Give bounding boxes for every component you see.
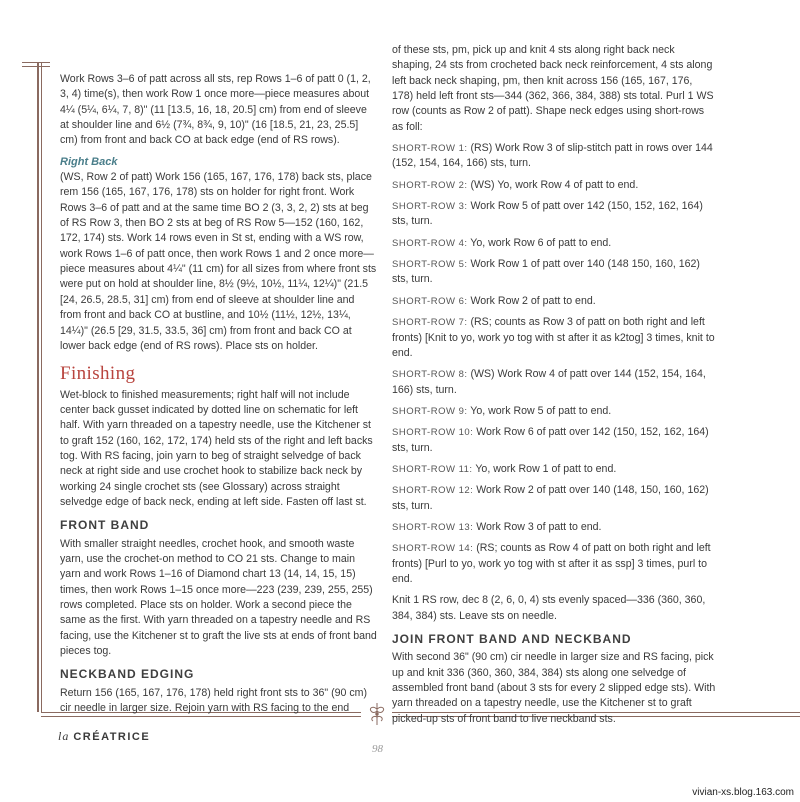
- short-row-text: Work Row 1 of patt over 140 (148 150, 160, 162) sts, turn.: [392, 258, 700, 286]
- short-row-label: SHORT-ROW 9:: [392, 405, 468, 417]
- short-row-item: [392, 141, 716, 172]
- brand-prefix: la: [58, 729, 70, 743]
- short-row-text: (WS) Yo, work Row 4 of patt to end.: [470, 178, 639, 191]
- right-back-paragraph: (WS, Row 2 of patt) Work 156 (165, 167, 176, 178) back sts, place rem 156 (165, 167, 176, 178) sts on holder for right front. Work Rows 3–6 of patt and at the same time BO 2 (3, 3, 2, 2) sts at beg of RS Row 3, then BO 2 sts at beg of RS Row 5—152 (160, 162, 172, 174) sts. Work 14 rows even in St st, ending with a WS row, work Rows 1–6 of patt once, then work Rows 1 and 2 once more—piece measures about 4¼" (11 cm) for all sizes from where front sts were put on hold at shoulder line, 8½ (9½, 10½, 11¼, 12¼)" (21.5 [24, 26.5, 28.5, 31] cm) from end of sleeve at shoulder line and from front and back CO at bustline, and 10½ (11½, 12½, 13¼, 14¼)" (26.5 [29, 31.5, 33.5, 36] cm) from front and back CO at lower back edge (end of RS rows). Place sts on holder.: [60, 171, 377, 352]
- after-short-rows-paragraph: Knit 1 RS row, dec 8 (2, 6, 0, 4) sts evenly spaced—336 (360, 360, 384, 384) sts. Leave sts on needle.: [392, 594, 706, 622]
- short-row-item: [392, 294, 716, 309]
- short-row-text: Yo, work Row 1 of patt to end.: [475, 462, 617, 475]
- short-row-item: [392, 199, 716, 230]
- short-row-text: (WS) Work Row 4 of patt over 144 (152, 154, 164, 166) sts, turn.: [392, 368, 706, 396]
- frame-line-left: [37, 62, 39, 712]
- short-row-text: Yo, work Row 6 of patt to end.: [470, 236, 612, 249]
- short-row-item: [392, 462, 716, 477]
- short-row-label: SHORT-ROW 4:: [392, 237, 468, 249]
- short-row-label: SHORT-ROW 5:: [392, 259, 468, 271]
- short-row-item: [392, 178, 716, 193]
- page-number: 98: [372, 743, 383, 755]
- short-row-label: SHORT-ROW 12:: [392, 485, 474, 497]
- neckband-edging-heading: NECKBAND EDGING: [60, 667, 195, 682]
- short-row-item: [392, 404, 716, 419]
- short-row-label: SHORT-ROW 11:: [392, 463, 473, 475]
- short-row-item: [392, 541, 716, 587]
- right-column: [392, 43, 716, 733]
- short-row-text: Work Row 6 of patt over 142 (150, 152, 162, 164) sts, turn.: [392, 426, 709, 454]
- short-row-text: (RS; counts as Row 3 of patt on both right and left fronts) [Knit to yo, work yo tog with st after it as k2tog] 3 times, knit to end.: [392, 316, 715, 359]
- short-row-item: [392, 425, 716, 456]
- short-row-label: SHORT-ROW 14:: [392, 543, 474, 555]
- short-row-item: [392, 315, 716, 361]
- short-row-item: [392, 367, 716, 398]
- footer-brand: [58, 729, 150, 744]
- frame-line-top: [22, 62, 50, 63]
- short-row-text: Work Row 3 of patt to end.: [476, 520, 602, 533]
- join-heading: JOIN FRONT BAND AND NECKBAND: [392, 632, 632, 646]
- short-row-label: SHORT-ROW 7:: [392, 317, 468, 329]
- short-row-label: SHORT-ROW 1:: [392, 143, 468, 155]
- front-band-paragraph: With smaller straight needles, crochet hook, and smooth waste yarn, use the crochet-on method to CO 21 sts. Change to main yarn and work Rows 1–16 of Diamond chart 13 (14, 14, 15, 15) times, then work Rows 1–15 once more—223 (239, 239, 255, 255) rows completed. Place sts on holder. Work a second piece the same as the first. With yarn threaded on a tapestry needle and RS facing, use the Kitchener st to graft the live sts at ends of front band pieces tog.: [60, 537, 377, 658]
- finishing-heading: Finishing: [60, 363, 136, 385]
- front-band-heading: FRONT BAND: [60, 518, 150, 533]
- finishing-paragraph: Wet-block to finished measurements; right half will not include center back gusset indicated by dotted line on schematic for left half. With yarn threaded on a tapestry needle, use the Kitchener st to graft 152 (160, 162, 172, 174) held sts of the right and left backs tog. With RS facing, join yarn to beg of straight selvedge of back neck at right side and use crochet hook to stabilize back neck by working 24 single crochet sts (see Glossary) across straight selvedge edge of back neck, ending at left side. Fasten off last st.: [60, 388, 373, 508]
- short-row-label: SHORT-ROW 8:: [392, 369, 468, 381]
- short-row-item: [392, 236, 716, 251]
- watermark: vivian-xs.blog.163.com: [692, 787, 794, 798]
- short-row-label: SHORT-ROW 3:: [392, 201, 468, 213]
- short-row-text: Work Row 5 of patt over 142 (150, 152, 162, 164) sts, turn.: [392, 200, 703, 228]
- right-back-heading: Right Back: [60, 155, 118, 168]
- short-row-item: [392, 257, 716, 288]
- short-row-label: SHORT-ROW 6:: [392, 295, 468, 307]
- intro-paragraph: Work Rows 3–6 of patt across all sts, rep Rows 1–6 of patt 0 (1, 2, 3, 4) time(s), then work Row 1 once more—piece measures about 4¼ (5¼, 6¼, 7, 8)" (11 [13.5, 16, 18, 20.5] cm) from end of sleeve at shoulder line and 6½ (7¾, 8¾, 9, 10)" (16 [18.5, 21, 23, 25.5] cm) from front and back CO at back edge (end of RS rows).: [60, 73, 371, 147]
- brand-name: CRÉATRICE: [73, 731, 151, 743]
- short-row-text: (RS; counts as Row 4 of patt on both right and left fronts) [Purl to yo, work yo tog with st after it as ssp] 3 times, purl to end.: [392, 542, 711, 585]
- short-row-item: [392, 483, 716, 514]
- short-row-label: SHORT-ROW 2:: [392, 179, 468, 191]
- short-row-label: SHORT-ROW 13:: [392, 521, 474, 533]
- left-column: [60, 72, 378, 722]
- short-row-text: (RS) Work Row 3 of slip-stitch patt in rows over 144 (152, 154, 164, 166) sts, turn.: [392, 142, 713, 170]
- short-row-text: Work Row 2 of patt over 140 (148, 150, 160, 162) sts, turn.: [392, 484, 709, 512]
- frame-line-left-inner: [41, 62, 42, 712]
- join-paragraph: With second 36" (90 cm) cir needle in larger size and RS facing, pick up and knit 336 (360, 360, 384, 384) sts along one selvedge of assembled front band (about 3 sts for every 2 slipped edge sts). With yarn threaded on a tapestry needle, use the Kitchener st to graft picked-up sts of front band to live neckband sts.: [392, 651, 716, 725]
- short-row-label: SHORT-ROW 10:: [392, 427, 474, 439]
- short-rows-list: [392, 141, 716, 587]
- frame-line-top-inner: [22, 66, 50, 67]
- short-row-text: Work Row 2 of patt to end.: [470, 294, 596, 307]
- right-intro-paragraph: of these sts, pm, pick up and knit 4 sts along right back neck shaping, 24 sts from crocheted back neck reinforcement, 4 sts along left back neck shaping, pm, then knit across 156 (165, 167, 176, 178) held left front sts—344 (362, 366, 384, 388) sts total. Purl 1 WS row (counts as Row 2 of patt). Shape neck edges using short-rows as foll:: [392, 44, 714, 133]
- neckband-edging-paragraph: Return 156 (165, 167, 176, 178) held right front sts to 36" (90 cm) cir needle in larger size. Rejoin yarn with RS facing to the end: [60, 686, 368, 715]
- short-row-text: Yo, work Row 5 of patt to end.: [470, 404, 612, 417]
- short-row-item: [392, 520, 716, 535]
